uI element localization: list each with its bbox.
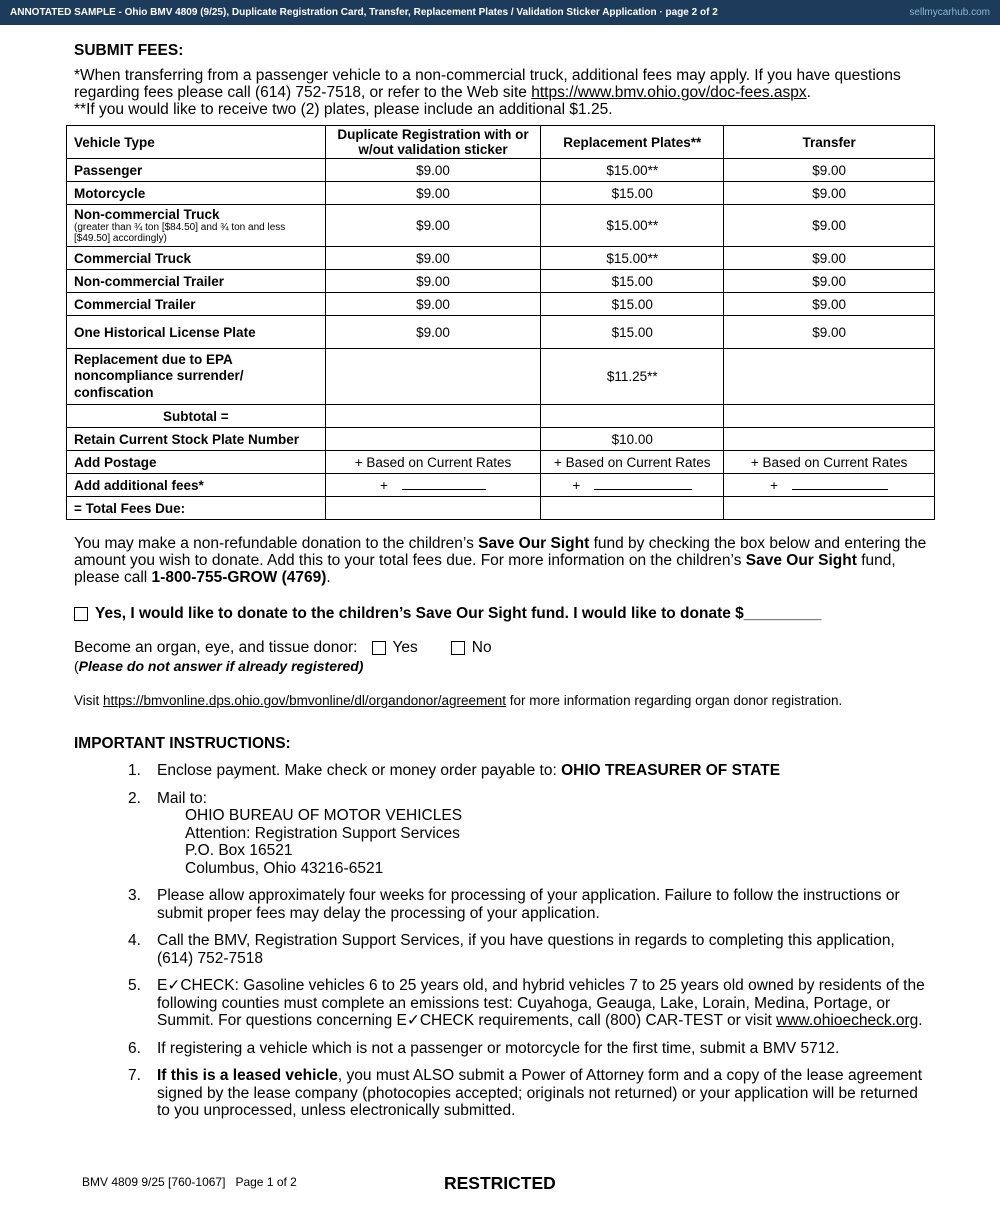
retain-dup-field[interactable] <box>325 428 541 451</box>
organ-no-label: No <box>471 639 492 656</box>
dup-fee-cell: $9.00 <box>325 159 541 182</box>
retain-transfer-field[interactable] <box>724 428 935 451</box>
dup-fee-cell: $9.00 <box>325 293 541 316</box>
vehicle-type-cell: Passenger <box>67 159 326 182</box>
total-row <box>67 497 935 520</box>
item-number: 5. <box>128 977 141 994</box>
instructions-heading: IMPORTANT INSTRUCTIONS: <box>74 735 291 752</box>
donation-text-1: You may make a non-refundable donation to the children’s <box>74 535 479 552</box>
additional-fees-row <box>67 474 935 497</box>
transfer-fee-cell: $9.00 <box>724 182 935 205</box>
form-page <box>0 25 1000 1214</box>
vehicle-type-note: (greater than ¾ ton [$84.50] and ¾ ton and less [$49.50] accordingly) <box>74 222 286 244</box>
instructions-list <box>128 762 928 1120</box>
organ-donor-section <box>74 639 492 674</box>
list-item <box>128 762 928 780</box>
postage-transfer: + Based on Current Rates <box>724 451 935 474</box>
item-text: Please allow approximately four weeks for processing of your application. Failure to follow the instructions or submit proper fees may delay the processing of your application. <box>157 887 900 922</box>
table-row <box>67 247 935 270</box>
organ-yes-checkbox[interactable] <box>372 641 386 655</box>
item-text: E✓CHECK: Gasoline vehicles 6 to 25 years old, and hybrid vehicles 7 to 25 years old owned by residents of the following counties must complete an emissions test: Cuyahoga, Geauga, Lake, Lorain, Medina, Portage, or Summit. For questions concerning E✓CHECK requirements, call (800) CAR-TEST or visit <box>157 977 925 1029</box>
vehicle-type-name: Non-commercial Truck <box>74 207 220 222</box>
item-number: 1. <box>128 762 141 779</box>
address-line: OHIO BUREAU OF MOTOR VEHICLES <box>185 807 463 824</box>
restricted-label: RESTRICTED <box>444 1173 556 1193</box>
rep-fee-cell: $11.25** <box>541 349 724 405</box>
dup-fee-cell: $9.00 <box>325 316 541 349</box>
donate-checkbox-label: Yes, I would like to donate to the children’s Save Our Sight fund. I would like to donate $_________ <box>95 605 822 622</box>
subtotal-label: Subtotal = <box>67 405 326 428</box>
subtotal-rep-field[interactable] <box>541 405 724 428</box>
table-row <box>67 159 935 182</box>
donation-phone: 1-800-755-GROW (4769) <box>151 569 327 586</box>
list-item <box>128 1040 928 1058</box>
donate-checkbox-line <box>74 605 821 623</box>
donate-checkbox[interactable] <box>74 607 88 621</box>
vehicle-type-cell: Motorcycle <box>67 182 326 205</box>
visit-suffix: for more information regarding organ donor registration. <box>506 693 843 708</box>
transfer-fee-cell: $9.00 <box>724 316 935 349</box>
additional-rep-field[interactable] <box>594 477 692 490</box>
echeck-link[interactable]: www.ohioecheck.org <box>776 1012 919 1029</box>
form-id: BMV 4809 9/25 [760-1067] <box>82 1175 226 1189</box>
total-rep-field[interactable] <box>541 497 724 520</box>
fund-name: Save Our Sight <box>745 552 857 569</box>
banner-title: ANNOTATED SAMPLE - Ohio BMV 4809 (9/25), Duplicate Registration Card, Transfer, Replacement Plates / Validation Sticker Application · page 2 of 2 <box>10 7 718 18</box>
visit-line <box>74 693 842 708</box>
rep-fee-cell: $15.00** <box>541 247 724 270</box>
item-number: 4. <box>128 932 141 949</box>
vehicle-type-cell <box>67 205 326 247</box>
donation-text-3: fund, please call <box>74 552 896 586</box>
address-line: P.O. Box 16521 <box>185 842 293 859</box>
rep-fee-cell: $15.00 <box>541 182 724 205</box>
transfer-fee-cell: $9.00 <box>724 205 935 247</box>
transfer-fee-cell: $9.00 <box>724 293 935 316</box>
transfer-fee-cell: $9.00 <box>724 270 935 293</box>
fees-note-2: **If you would like to receive two (2) plates, please include an additional $1.25. <box>74 101 613 118</box>
dup-fee-cell: $9.00 <box>325 182 541 205</box>
leased-vehicle-label: If this is a leased vehicle <box>157 1067 338 1084</box>
table-row <box>67 349 935 405</box>
rep-fee-cell: $15.00 <box>541 270 724 293</box>
transfer-fee-cell: $9.00 <box>724 247 935 270</box>
additional-dup-field[interactable] <box>402 477 486 490</box>
total-label: = Total Fees Due: <box>67 497 326 520</box>
annotation-banner <box>0 0 1000 25</box>
organ-donor-label: Become an organ, eye, and tissue donor: <box>74 639 358 656</box>
table-row <box>67 270 935 293</box>
rep-fee-cell: $15.00** <box>541 205 724 247</box>
item-text: Mail to: <box>157 789 207 807</box>
header-replacement-plates: Replacement Plates** <box>541 126 724 159</box>
form-footer <box>82 1175 297 1189</box>
list-item <box>128 887 928 922</box>
additional-dup-cell <box>325 474 541 497</box>
rep-fee-cell: $15.00** <box>541 159 724 182</box>
retain-rep-fee: $10.00 <box>541 428 724 451</box>
vehicle-type-cell: Commercial Trailer <box>67 293 326 316</box>
donation-paragraph <box>74 535 934 586</box>
list-item <box>128 932 928 967</box>
subtotal-dup-field[interactable] <box>325 405 541 428</box>
header-vehicle-type: Vehicle Type <box>67 126 326 159</box>
table-row <box>67 316 935 349</box>
retain-plate-row <box>67 428 935 451</box>
page-number: Page 1 of 2 <box>235 1175 297 1189</box>
transfer-fee-cell[interactable] <box>724 349 935 405</box>
additional-rep-cell <box>541 474 724 497</box>
retain-plate-label: Retain Current Stock Plate Number <box>67 428 326 451</box>
plus-sign: + <box>572 478 581 493</box>
subtotal-transfer-field[interactable] <box>724 405 935 428</box>
postage-label: Add Postage <box>67 451 326 474</box>
payee-name: OHIO TREASURER OF STATE <box>561 762 781 779</box>
item-text-end: . <box>918 1012 923 1029</box>
plus-sign: + <box>380 478 388 493</box>
organ-yes-option <box>372 639 418 657</box>
submit-fees-heading: SUBMIT FEES: <box>74 42 184 59</box>
organ-note-paren: ( <box>74 658 79 674</box>
dup-fee-cell: $9.00 <box>325 270 541 293</box>
fees-note-1-text: *When transferring from a passenger vehicle to a non-commercial truck, additional fees may apply. If you have questions regarding fees please call (614) 752-7518, or refer to the Web site <box>74 67 901 101</box>
list-item <box>128 977 928 1030</box>
table-row <box>67 205 935 247</box>
additional-transfer-cell <box>724 474 935 497</box>
banner-site[interactable]: sellmycarhub.com <box>909 7 990 18</box>
postage-dup: + Based on Current Rates <box>325 451 541 474</box>
rep-fee-cell: $15.00 <box>541 293 724 316</box>
donation-text-2: fund by checking the box below and entering the amount you wish to donate. Add this to your total fees due. For more information on the children’s <box>74 535 927 569</box>
rep-fee-cell: $15.00 <box>541 316 724 349</box>
vehicle-type-cell: Non-commercial Trailer <box>67 270 326 293</box>
item-number: 3. <box>128 887 141 904</box>
postage-rep: + Based on Current Rates <box>541 451 724 474</box>
additional-transfer-field[interactable] <box>792 477 888 490</box>
organ-donor-note <box>74 658 492 674</box>
table-row <box>67 293 935 316</box>
dup-fee-cell: $9.00 <box>325 247 541 270</box>
item-number: 6. <box>128 1039 141 1057</box>
item-text: Enclose payment. Make check or money order payable to: <box>157 762 562 779</box>
transfer-fee-cell: $9.00 <box>724 159 935 182</box>
organ-donor-link[interactable]: https://bmvonline.dps.ohio.gov/bmvonline/dl/organdonor/agreement <box>103 693 507 708</box>
table-row <box>67 182 935 205</box>
item-text: Call the BMV, Registration Support Services, if you have questions in regards to completing this application, (614) 752-7518 <box>157 932 895 967</box>
total-transfer-field[interactable] <box>724 497 935 520</box>
address-line: Attention: Registration Support Services <box>185 824 460 842</box>
mailing-address <box>157 807 928 877</box>
dup-fee-cell[interactable] <box>325 349 541 405</box>
plus-sign: + <box>770 478 779 493</box>
list-item <box>128 1067 928 1120</box>
subtotal-row <box>67 405 935 428</box>
address-line: Columbus, Ohio 43216-6521 <box>185 859 384 877</box>
item-number: 2. <box>128 789 141 807</box>
list-item <box>128 790 928 878</box>
additional-fees-label: Add additional fees* <box>67 474 326 497</box>
fees-intro <box>74 67 924 118</box>
item-number: 7. <box>128 1067 141 1084</box>
donation-text-4: . <box>326 569 331 586</box>
fees-note-1-end: . <box>806 84 811 101</box>
visit-prefix: Visit <box>74 693 104 708</box>
organ-no-option <box>451 639 492 657</box>
organ-no-checkbox[interactable] <box>451 641 465 655</box>
doc-fees-link[interactable]: https://www.bmv.ohio.gov/doc-fees.aspx <box>531 84 807 101</box>
organ-yes-label: Yes <box>392 639 418 656</box>
organ-donor-row <box>74 639 492 657</box>
fund-name: Save Our Sight <box>478 535 590 552</box>
item-text: If registering a vehicle which is not a passenger or motorcycle for the first time, submit a BMV 5712. <box>157 1039 840 1057</box>
organ-note-text: Please do not answer if already registered) <box>78 658 364 674</box>
vehicle-type-cell: Replacement due to EPA noncompliance surrender/ confiscation <box>67 349 326 405</box>
dup-fee-cell: $9.00 <box>325 205 541 247</box>
item-text: , you must ALSO submit a Power of Attorney form and a copy of the lease agreement signed by the lease company (photocopies accepted; originals not returned) or your application will be returned to you unprocessed, unless electronically submitted. <box>157 1067 923 1119</box>
vehicle-type-cell: Commercial Truck <box>67 247 326 270</box>
vehicle-type-cell: One Historical License Plate <box>67 316 326 349</box>
table-header-row <box>67 126 935 159</box>
fee-table <box>66 125 935 520</box>
postage-row <box>67 451 935 474</box>
total-dup-field[interactable] <box>325 497 541 520</box>
header-duplicate-registration: Duplicate Registration with or w/out validation sticker <box>325 126 541 159</box>
header-transfer: Transfer <box>724 126 935 159</box>
fees-note-1 <box>74 67 924 101</box>
